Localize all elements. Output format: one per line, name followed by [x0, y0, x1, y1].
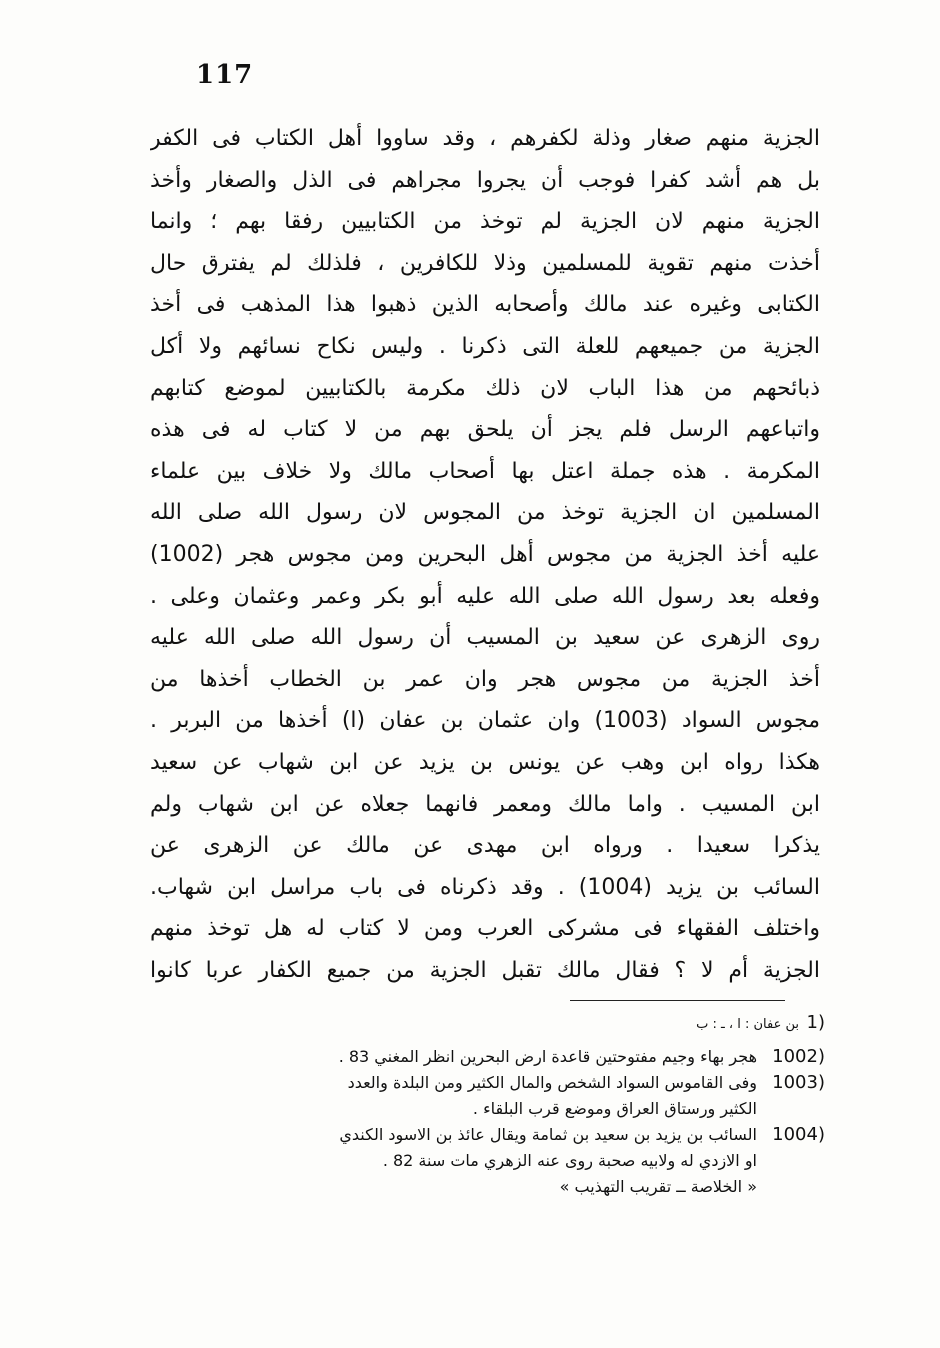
text-line: الجزية منهم لان الجزية لم توخذ من الكتابيين رفقا بهم ؛ وانما — [150, 209, 820, 235]
text-line: الجزية منهم صغار وذلة لكفرهم ، وقد ساووا أهل الكتاب فى الكفر — [150, 126, 820, 151]
footnote-text: « الخلاصة ــ تقريب التهذيب » — [559, 1177, 757, 1196]
variant-note-text: بن عفان : ا ، ـ : ب — [696, 1017, 799, 1032]
text-line: واختلف الفقهاء فى مشركى العرب ومن لا كتاب له هل توخذ منهم — [150, 916, 820, 942]
footnote-number: (1004 — [772, 1124, 825, 1145]
text-line: يذكرا سعيدا . ورواه ابن مهدى عن مالك عن الزهرى عن — [150, 833, 820, 859]
footnote-continuation — [125, 1096, 825, 1122]
text-line: ذبائحهم من هذا الباب لان ذلك مكرمة بالكتابيين لموضع كتابهم — [150, 375, 820, 401]
footnote-separator-rule — [570, 1000, 785, 1001]
footnote-continuation — [125, 1174, 825, 1200]
footnote-1004 — [125, 1122, 825, 1148]
footnote-number: (1002 — [772, 1046, 825, 1067]
footnote-1003 — [125, 1070, 825, 1096]
text-line: ابن المسيب . واما مالك ومعمر فانهما جعلاه عن ابن شهاب ولم — [150, 791, 820, 817]
text-line: الكتابى وغيره عند مالك وأصحابه الذين ذهبوا هذا المذهب فى أخذ — [150, 292, 820, 318]
main-text-block — [150, 118, 820, 991]
text-line: وفعله بعد رسول الله صلى الله عليه أبو بكر وعمر وعثمان وعلى . — [150, 583, 820, 609]
text-line: أخذت منهم تقوية للمسلمين وذلا للكافرين ، فلذلك لم يفترق حال — [150, 250, 820, 276]
text-line: الجزية من جميعهم للعلة التى ذكرنا . وليس نكاح نسائهم ولا أكل — [150, 333, 820, 359]
footnote-text: هجر بهاء وجيم مفتوحتين قاعدة ارض البحرين انظر المغني 83 . — [338, 1047, 757, 1066]
text-line: المسلمين ان الجزية توخذ من المجوس لان رسول الله صلى الله — [150, 500, 820, 526]
footnote-text: وفى القاموس السواد الشخص والمال الكثير ومن البلدة والعدد — [347, 1073, 757, 1092]
variant-note-number: (1 — [806, 1012, 825, 1033]
text-line: واتباعهم الرسل فلم يجز أن يلحق بهم من لا كتاب له فى هذه — [150, 417, 820, 443]
variant-note — [125, 1008, 825, 1040]
footnotes-block — [125, 1008, 825, 1200]
text-line: السائب بن يزيد (1004) . وقد ذكرناه فى باب مراسل ابن شهاب. — [150, 874, 820, 900]
text-line: مجوس السواد (1003) وان عثمان بن عفان (ا) أخذها من البربر . — [150, 708, 820, 734]
footnote-text: السائب بن يزيد بن سعيد بن ثمامة ويقال عائذ بن الاسود الكندي — [339, 1125, 757, 1144]
footnote-number: (1003 — [772, 1072, 825, 1093]
footnote-continuation — [125, 1148, 825, 1174]
text-line: بل هم أشد كفرا فوجب أن يجروا مجراهم فى الذل والصغار وأخذ — [150, 167, 820, 193]
footnote-text: او الازدي له ولابيه صحبة روى عنه الزهري مات سنة 82 . — [382, 1151, 757, 1170]
text-line: هكذا رواه ابن وهب عن يونس بن يزيد عن ابن شهاب عن سعيد — [150, 749, 820, 775]
footnote-text: الكثير ورستاق العراق وموضع قرب البلقاء . — [472, 1099, 757, 1118]
text-line: الجزية أم لا ؟ فقال مالك تقبل الجزية من جميع الكفار عربا كانوا — [150, 957, 820, 983]
text-line: عليه أخذ الجزية من مجوس أهل البحرين ومن مجوس هجر (1002) — [150, 541, 820, 567]
page-number: 117 — [196, 60, 254, 90]
text-line: أخذ الجزية من مجوس هجر وان عمر بن الخطاب أخذها من — [150, 666, 820, 692]
text-line: المكرمة . هذه جملة اعتل بها أصحاب مالك ولا خلاف بين علماء — [150, 458, 820, 484]
footnote-1002 — [125, 1044, 825, 1070]
text-line: روى الزهرى عن سعيد بن المسيب أن رسول الله صلى الله عليه — [150, 625, 820, 651]
